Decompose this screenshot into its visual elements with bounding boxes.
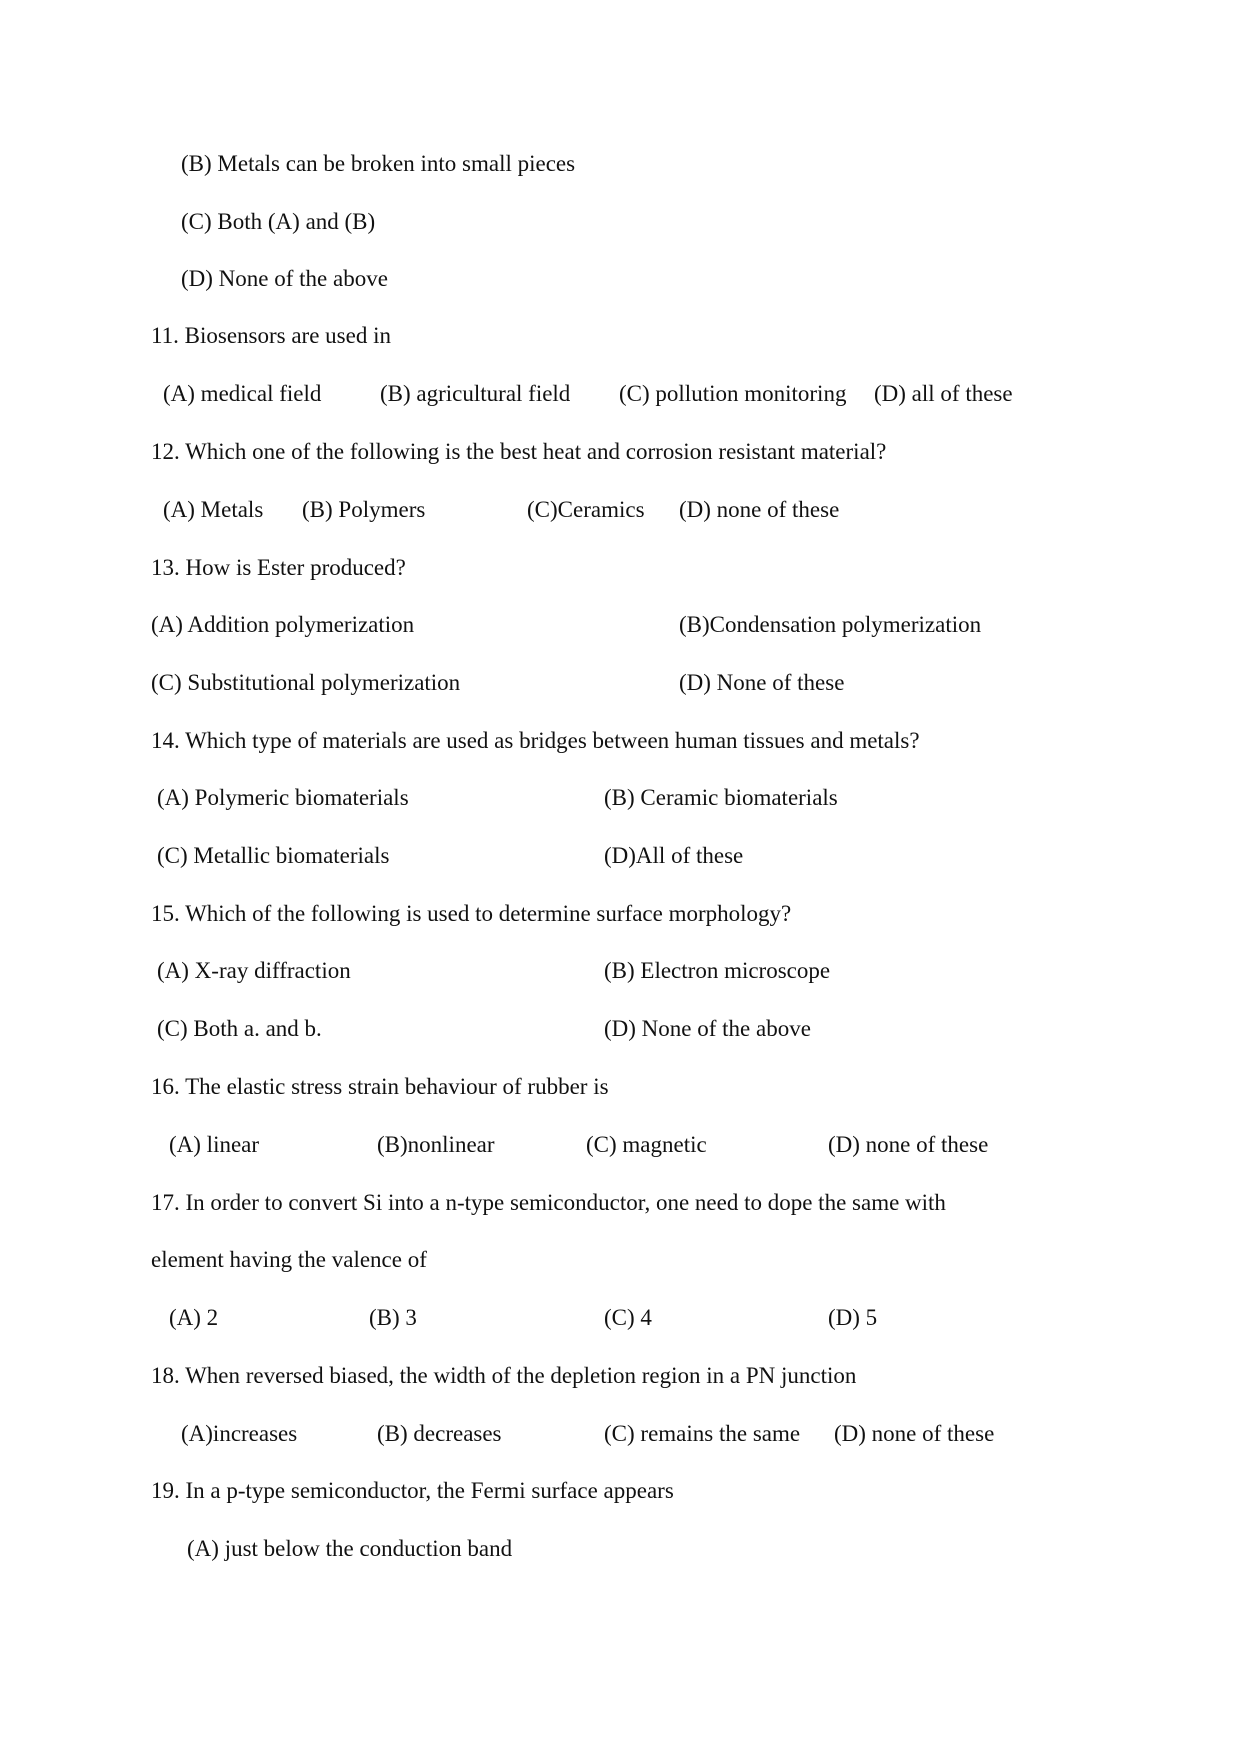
question-19: 19. In a p-type semiconductor, the Fermi surface appears [151,1478,674,1503]
q12-option-a: (A) Metals [163,497,264,522]
option-c: (C) Both (A) and (B) [181,209,376,234]
q14-option-c: (C) Metallic biomaterials [157,843,390,868]
q11-option-c: (C) pollution monitoring [619,381,847,406]
option-d: (D) None of the above [181,266,388,291]
q11-option-b: (B) agricultural field [380,381,571,406]
q18-option-c: (C) remains the same [604,1421,801,1446]
question-17: 17. In order to convert Si into a n-type semiconductor, one need to dope the same with [151,1190,946,1215]
q18-option-d: (D) none of these [834,1421,995,1446]
question-16: 16. The elastic stress strain behaviour of rubber is [151,1074,609,1099]
q16-option-d: (D) none of these [828,1132,989,1157]
option-b: (B) Metals can be broken into small pieces [181,151,576,176]
q12-option-b: (B) Polymers [302,497,426,522]
q15-option-d: (D) None of the above [604,1016,811,1041]
q16-option-a: (A) linear [169,1132,260,1157]
q11-option-a: (A) medical field [163,381,322,406]
q19-option-a: (A) just below the conduction band [187,1536,513,1561]
q17-option-c: (C) 4 [604,1305,652,1330]
question-18: 18. When reversed biased, the width of the depletion region in a PN junction [151,1363,857,1388]
q16-option-b: (B)nonlinear [377,1132,495,1157]
question-15: 15. Which of the following is used to determine surface morphology? [151,901,792,926]
q13-option-d: (D) None of these [679,670,845,695]
q17-option-b: (B) 3 [369,1305,417,1330]
q14-option-d: (D)All of these [604,843,744,868]
q15-option-c: (C) Both a. and b. [157,1016,322,1041]
q18-option-b: (B) decreases [377,1421,502,1446]
question-11: 11. Biosensors are used in [151,323,391,348]
q14-option-b: (B) Ceramic biomaterials [604,785,838,810]
q14-option-a: (A) Polymeric biomaterials [157,785,409,810]
q18-option-a: (A)increases [181,1421,298,1446]
q17-option-a: (A) 2 [169,1305,219,1330]
question-17-continued: element having the valence of [151,1247,427,1272]
q16-option-c: (C) magnetic [586,1132,707,1157]
q12-option-c: (C)Ceramics [527,497,645,522]
q17-option-d: (D) 5 [828,1305,878,1330]
q12-option-d: (D) none of these [679,497,840,522]
q15-option-b: (B) Electron microscope [604,958,831,983]
q11-option-d: (D) all of these [874,381,1013,406]
q13-option-b: (B)Condensation polymerization [679,612,982,637]
q15-option-a: (A) X-ray diffraction [157,958,351,983]
q13-option-a: (A) Addition polymerization [151,612,415,637]
q13-option-c: (C) Substitutional polymerization [151,670,461,695]
question-13: 13. How is Ester produced? [151,555,406,580]
question-12: 12. Which one of the following is the best heat and corrosion resistant material? [151,439,887,464]
question-14: 14. Which type of materials are used as bridges between human tissues and metals? [151,728,920,753]
